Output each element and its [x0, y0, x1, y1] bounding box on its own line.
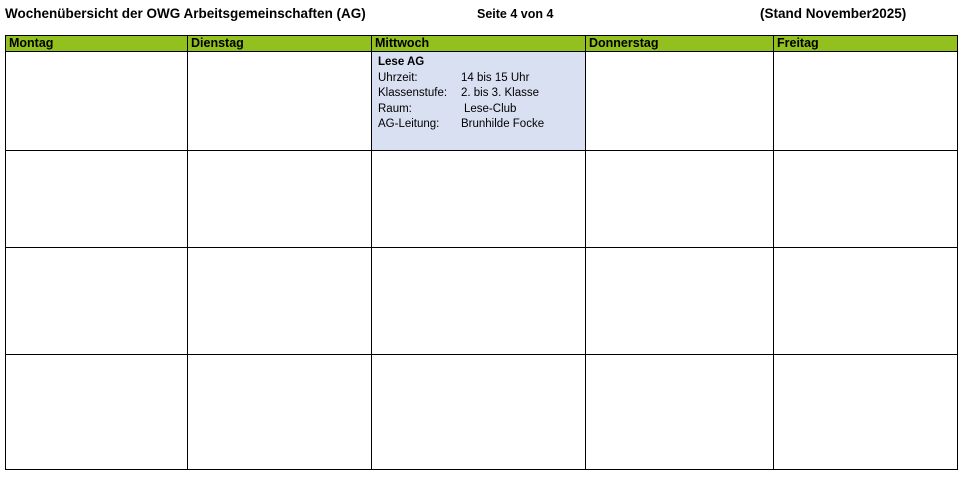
day-header-mittwoch: Mittwoch [372, 36, 586, 52]
schedule-cell [774, 151, 958, 248]
field-label: Klassenstufe: [378, 87, 448, 99]
schedule-row [6, 355, 958, 470]
ag-title: Lese AG [378, 56, 425, 68]
schedule-cell [6, 355, 188, 470]
schedule-cell [188, 151, 372, 248]
field-label: Raum: [378, 102, 412, 115]
schedule-cell [188, 52, 372, 151]
schedule-cell [6, 151, 188, 248]
schedule-cell [372, 355, 586, 470]
schedule-cell [586, 355, 774, 470]
day-header-freitag: Freitag [774, 36, 958, 52]
schedule-row [6, 52, 958, 151]
field-label: AG-Leitung: [378, 118, 440, 130]
weekly-schedule-table [5, 35, 958, 470]
page-number: Seite 4 von 4 [477, 7, 554, 21]
field-value: 14 bis 15 Uhr [461, 71, 530, 84]
ag-field-time [378, 71, 585, 87]
schedule-cell [372, 151, 586, 248]
field-value: 2. bis 3. Klasse [461, 87, 539, 99]
schedule-cell [774, 52, 958, 151]
schedule-cell [372, 248, 586, 355]
stand-date: (Stand November2025) [760, 6, 907, 21]
page-header [0, 0, 972, 30]
schedule-cell [586, 52, 774, 151]
day-header-donnerstag: Donnerstag [586, 36, 774, 52]
ag-field-grade [378, 86, 585, 102]
field-value: Brunhilde Focke [461, 118, 545, 130]
day-header-montag: Montag [6, 36, 188, 52]
ag-field-leader [378, 117, 585, 133]
schedule-row [6, 248, 958, 355]
ag-entry-cell [372, 52, 586, 151]
schedule-cell [774, 248, 958, 355]
schedule-cell [188, 248, 372, 355]
schedule-cell [6, 52, 188, 151]
field-value: Lese-Club [464, 102, 517, 115]
schedule-row [6, 151, 958, 248]
schedule-cell [6, 248, 188, 355]
schedule-cell [586, 151, 774, 248]
day-header-dienstag: Dienstag [188, 36, 372, 52]
schedule-cell [774, 355, 958, 470]
document-title: Wochenübersicht der OWG Arbeitsgemeinschaften (AG) [5, 6, 366, 21]
ag-entry [372, 52, 585, 133]
schedule-cell [586, 248, 774, 355]
ag-field-room [378, 102, 585, 118]
day-header-row [6, 36, 958, 52]
field-label: Uhrzeit: [378, 71, 418, 84]
schedule-cell [188, 355, 372, 470]
